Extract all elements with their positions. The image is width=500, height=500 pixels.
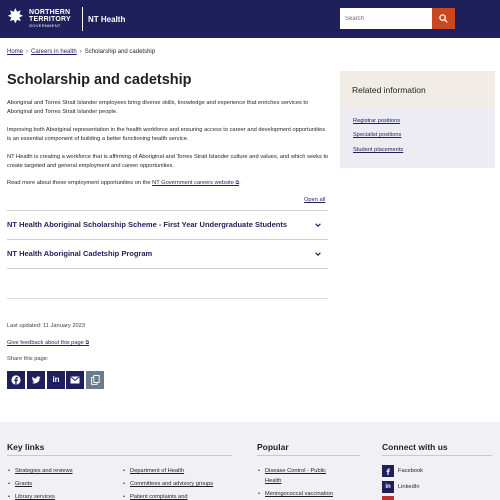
copy-icon	[91, 375, 100, 385]
site-name[interactable]: NT Health	[88, 15, 126, 24]
accordion-divider	[7, 210, 328, 211]
accordion-divider	[7, 268, 328, 269]
related-link-specialist-positions[interactable]: Specialist positions	[353, 132, 402, 138]
intro-paragraph-3: NT Health is creating a workforce that is affirming of Aboriginal and Torres Strait Islander culture and values, and which seeks to create targeted and general employment and career opportunities.	[7, 154, 329, 169]
nt-careers-link-label: NT Government careers website	[152, 180, 234, 186]
footer-divider	[382, 455, 492, 456]
footer-link-disease-control-cont[interactable]: Health	[265, 478, 282, 484]
breadcrumb-separator: ›	[26, 49, 29, 55]
breadcrumb-separator: ›	[79, 49, 82, 55]
footer-link-disease-control[interactable]: • Disease Control - Public	[265, 467, 326, 475]
site-header	[0, 0, 500, 38]
accordion-title: NT Health Aboriginal Scholarship Scheme - First Year Undergraduate Students	[7, 220, 288, 229]
search-input[interactable]	[340, 8, 432, 29]
footer-facebook-button[interactable]	[382, 465, 394, 477]
intro-paragraph-2: Improving both Aboriginal representation in the health workforce and ensuring access to career and development opportunities is an essential component of building a better functioning health service.	[7, 127, 326, 142]
logo-text-line3: GOVERNMENT	[29, 23, 61, 28]
related-information-panel	[340, 71, 495, 168]
breadcrumb-home[interactable]: Home	[7, 49, 24, 55]
read-more-text: Read more about these employment opportunities on the	[7, 180, 153, 186]
read-more-suffix: .	[239, 180, 241, 186]
related-information-title: Related information	[352, 85, 426, 95]
nt-government-logo[interactable]	[7, 6, 81, 32]
external-link-icon: ⧉	[235, 180, 240, 186]
footer-link-meningococcal[interactable]: • Meningococcal vaccination	[265, 490, 333, 498]
related-link-student-placements[interactable]: Student placements	[353, 147, 404, 153]
footer-link-committees[interactable]: • Committees and advisory groups	[130, 480, 213, 488]
footer-link-library-services[interactable]: • Library services	[15, 493, 55, 500]
footer-popular-heading: Popular	[257, 442, 289, 452]
facebook-icon	[384, 467, 392, 475]
search-icon	[439, 14, 448, 23]
facebook-icon	[11, 375, 21, 385]
give-feedback-label: Give feedback about this page	[7, 340, 84, 346]
related-information-header	[340, 71, 495, 107]
footer-link-grants[interactable]: • Grants	[15, 480, 32, 488]
accordion-title: NT Health Aboriginal Cadetship Program	[7, 249, 153, 258]
share-email-button[interactable]	[66, 371, 84, 389]
header-divider	[82, 7, 83, 31]
share-facebook-button[interactable]	[7, 371, 25, 389]
youtube-icon[interactable]	[382, 496, 394, 500]
email-icon	[70, 376, 80, 384]
chevron-down-icon	[314, 221, 322, 229]
related-link-registrar-positions[interactable]: Registrar positions	[353, 118, 401, 124]
search-button[interactable]	[432, 8, 455, 29]
external-link-icon: ⧉	[85, 340, 90, 346]
breadcrumb-current: Scholarship and cadetship	[84, 49, 156, 55]
share-twitter-button[interactable]	[27, 371, 45, 389]
twitter-icon	[31, 375, 41, 385]
footer-link-patient-complaints[interactable]: • Patient complaints and	[130, 493, 188, 500]
page-title: Scholarship and cadetship	[7, 72, 192, 88]
linkedin-icon: in	[385, 484, 391, 490]
open-all-link[interactable]: Open all	[304, 197, 326, 203]
footer-facebook-label[interactable]: Facebook	[398, 468, 423, 474]
footer-linkedin-button[interactable]	[382, 481, 394, 493]
footer-connect-heading: Connect with us	[382, 442, 448, 452]
site-footer	[0, 422, 500, 500]
footer-link-department-of-health[interactable]: • Department of Health	[130, 467, 184, 475]
breadcrumb	[7, 48, 155, 56]
linkedin-icon: in	[52, 375, 60, 384]
logo-text-line2: TERRITORY	[29, 16, 71, 23]
give-feedback-link[interactable]	[7, 339, 89, 347]
share-label: Share this page:	[7, 356, 49, 362]
accordion-divider	[7, 239, 328, 240]
share-copy-link-button[interactable]	[86, 371, 104, 389]
last-updated: Last updated: 11 January 2023	[7, 323, 85, 329]
intro-paragraph-1: Aboriginal and Torres Strait Islander employees bring diverse skills, knowledge and experience that enriches services to Aboriginal and Torres Strait Islander people.	[7, 100, 309, 115]
content-divider	[7, 298, 328, 299]
nt-careers-link[interactable]	[152, 180, 239, 186]
share-linkedin-button[interactable]	[47, 371, 65, 389]
accordion-cadetship-program[interactable]	[7, 239, 328, 268]
logo-text-line1: NORTHERN	[29, 9, 71, 16]
star-icon: ✸	[7, 6, 24, 28]
footer-divider	[7, 455, 232, 456]
footer-link-strategies[interactable]: • Strategies and reviews	[15, 467, 73, 475]
breadcrumb-careers-in-health[interactable]: Careers in health	[31, 49, 77, 55]
footer-linkedin-label[interactable]: LinkedIn	[398, 484, 420, 490]
accordion-scholarship-scheme[interactable]	[7, 210, 328, 239]
footer-key-links-heading: Key links	[7, 442, 45, 452]
chevron-down-icon	[314, 250, 322, 258]
footer-divider	[257, 455, 360, 456]
read-more-paragraph	[7, 179, 329, 188]
